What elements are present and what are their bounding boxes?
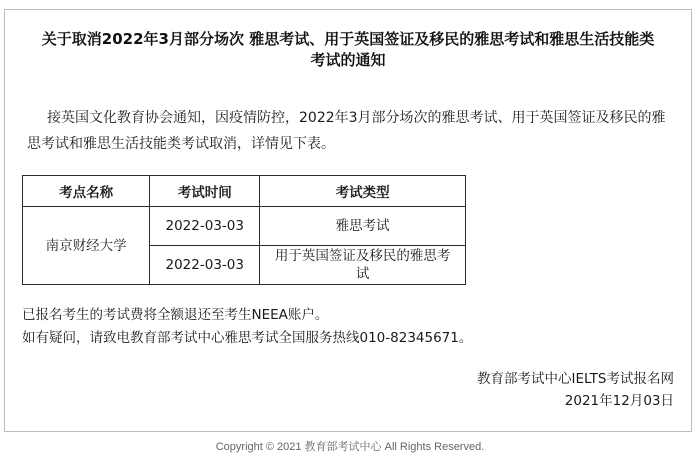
date-cell <box>150 246 260 285</box>
copyright-footer: Copyright © 2021 教育部考试中心 All Rights Reserved. <box>215 441 485 453</box>
table-row <box>23 207 466 246</box>
column-header-venue: 考点名称 <box>23 176 150 207</box>
type-cell <box>260 246 466 285</box>
notice-body-line: 思考试和雅思生活技能类考试取消，详情见下表。 <box>27 136 335 152</box>
contact-note: 如有疑问，请致电教育部考试中心雅思考试全国服务热线010-82345671。 <box>22 330 473 346</box>
table-header-row <box>23 176 466 207</box>
cancellation-table <box>22 175 466 285</box>
column-header-date: 考试时间 <box>150 176 260 207</box>
signature-org: 教育部考试中心IELTS考试报名网 <box>477 371 674 387</box>
column-header-type: 考试类型 <box>260 176 466 207</box>
notice-title-continued: 考试的通知 <box>310 51 386 69</box>
type-value: 雅思考试 <box>335 218 390 234</box>
signature <box>477 368 674 412</box>
notes <box>22 304 472 350</box>
date-value: 2022-03-03 <box>165 218 244 234</box>
date-value: 2022-03-03 <box>165 257 244 273</box>
notice-body <box>27 105 677 157</box>
venue-cell: 南京财经大学 <box>23 207 150 285</box>
date-cell <box>150 207 260 246</box>
type-cell <box>260 207 466 246</box>
notice-title: 关于取消2022年3月部分场次 雅思考试、用于英国签证及移民的雅思考试和雅思生活技能类 <box>41 30 655 48</box>
refund-note: 已报名考生的考试费将全额退还至考生NEEA账户。 <box>22 307 329 323</box>
type-value: 用于英国签证及移民的雅思考试 <box>274 248 451 282</box>
notice-body-line: 接英国文化教育协会通知，因疫情防控，2022年3月部分场次的雅思考试、用于英国签证及移民的雅 <box>47 110 666 126</box>
signature-date: 2021年12月03日 <box>564 393 674 409</box>
notice-panel <box>4 9 692 432</box>
